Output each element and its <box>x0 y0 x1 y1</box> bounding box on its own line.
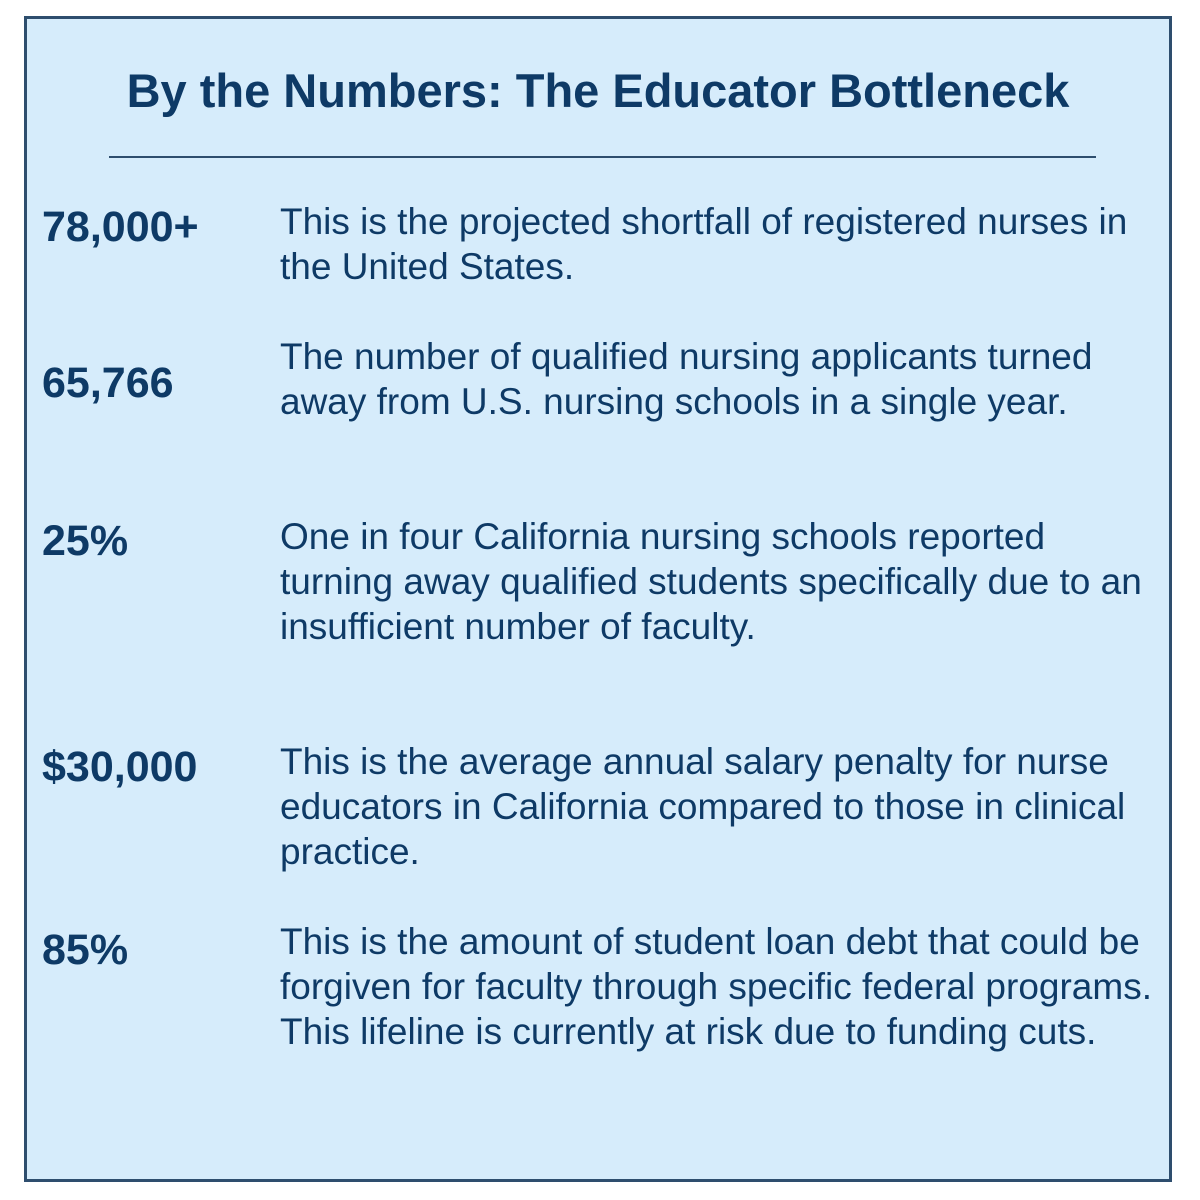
stat-number: 85% <box>42 926 129 974</box>
panel-title: By the Numbers: The Educator Bottleneck <box>126 64 1070 117</box>
stat-description: This is the average annual salary penalty for nurse educators in California compared to those in clinical practice. <box>280 741 1126 872</box>
stat-description: This is the amount of student loan debt that could be forgiven for faculty through specific federal programs. This lifeline is currently at risk due to funding cuts. <box>280 921 1152 1052</box>
stat-number: $30,000 <box>42 743 198 791</box>
stat-number: 65,766 <box>42 359 174 407</box>
stat-description: This is the projected shortfall of registered nurses in the United States. <box>280 201 1128 287</box>
stats-panel <box>24 16 1172 1182</box>
stat-description: One in four California nursing schools reported turning away qualified students specifically due to an insufficient number of faculty. <box>280 516 1142 647</box>
title-divider <box>109 156 1096 158</box>
stat-number: 25% <box>42 517 129 565</box>
stat-number: 78,000+ <box>42 203 199 251</box>
stat-description: The number of qualified nursing applicants turned away from U.S. nursing schools in a single year. <box>280 336 1093 422</box>
